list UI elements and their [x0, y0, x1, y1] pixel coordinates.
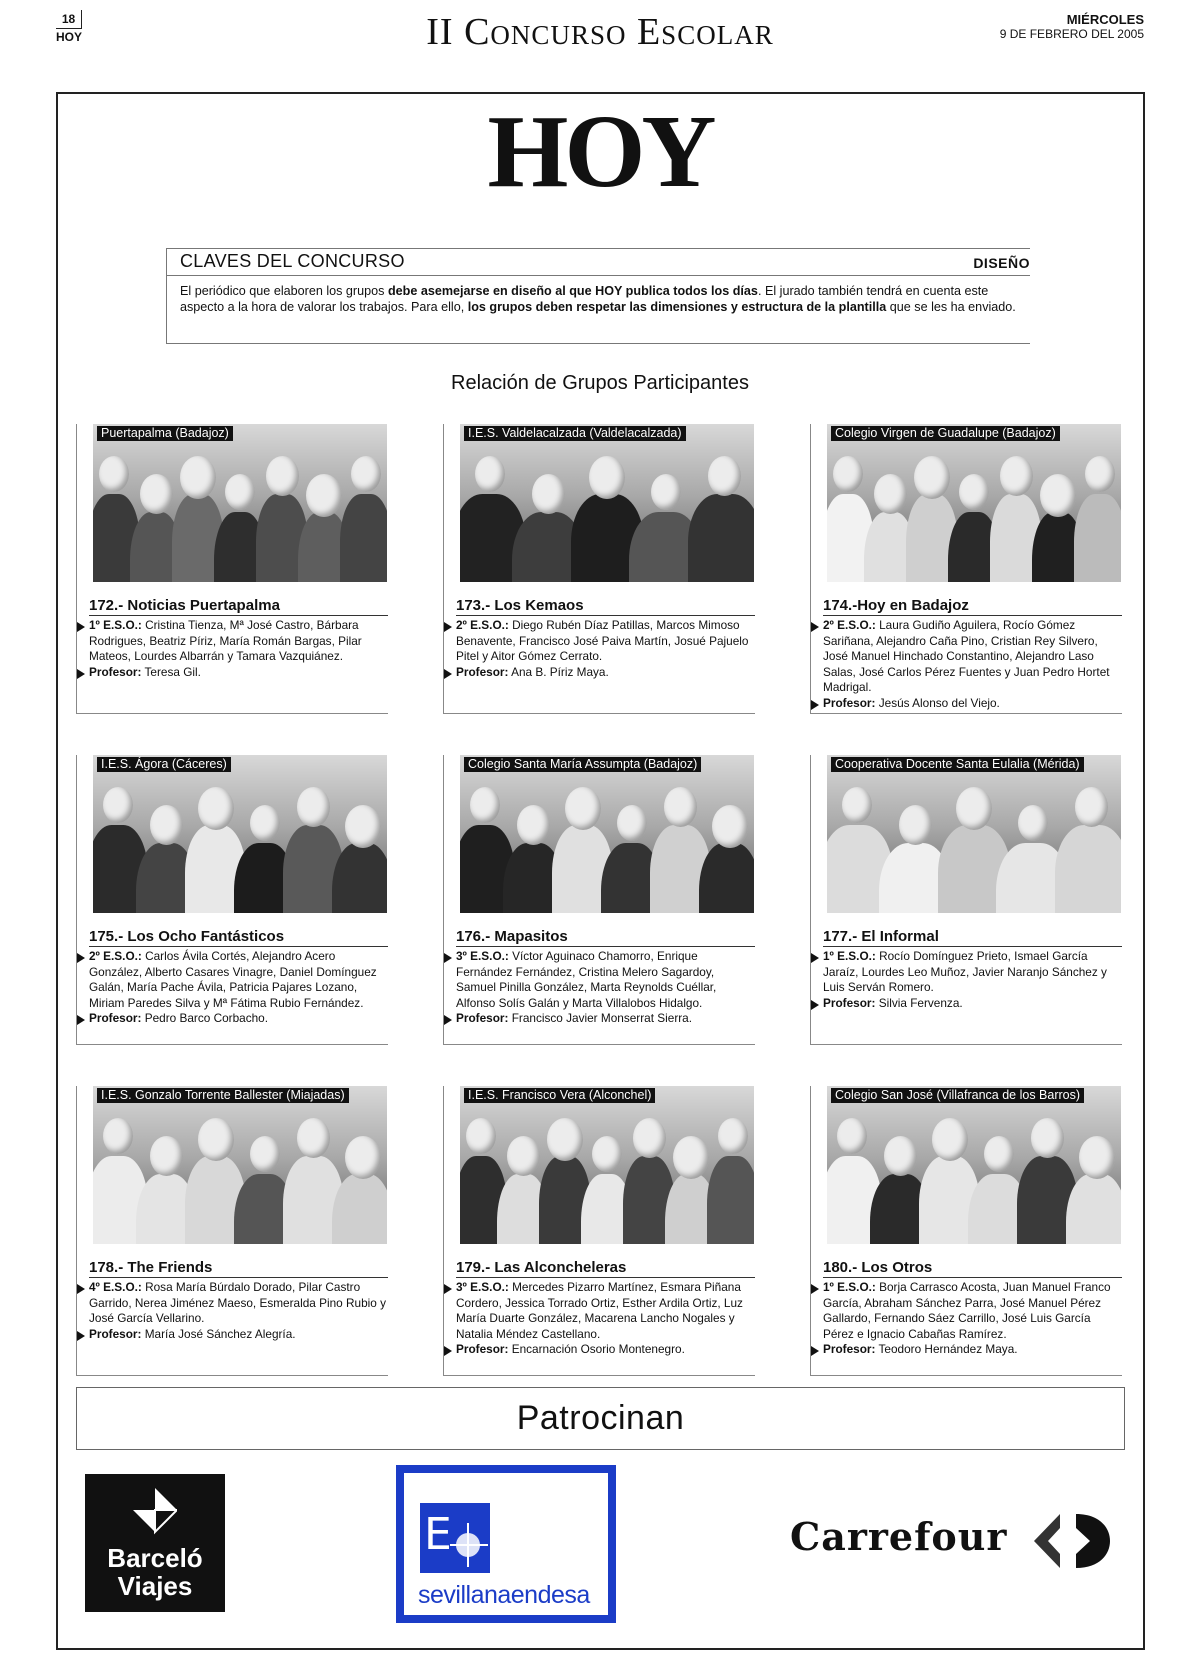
group-member-names: Rocío Domínguez Prieto, Ismael García Jaraíz, Lourdes Leo Muñoz, Javier Naranjo Sánchez y Luis Serván Romero.	[823, 949, 1107, 995]
person-head	[837, 1118, 867, 1154]
group-title-rule	[89, 1277, 388, 1278]
claves-text-part: que se les ha enviado.	[886, 300, 1016, 314]
group-teacher	[456, 665, 754, 681]
group-teacher	[89, 665, 387, 681]
person-head	[592, 1136, 622, 1172]
group-members	[823, 1280, 1121, 1342]
sevillana-word: sevillana	[418, 1581, 511, 1609]
arrow-right-icon	[811, 953, 819, 963]
teacher-name: Francisco Javier Monserrat Sierra.	[508, 1011, 693, 1026]
group-title-rule	[456, 946, 755, 947]
group-title-rule	[823, 615, 1122, 616]
header-day: MIÉRCOLES	[1066, 12, 1144, 27]
teacher-label: Profesor:	[89, 1326, 142, 1341]
page-number: 18	[56, 10, 82, 29]
barcelo-word: Barceló	[107, 1543, 203, 1573]
arrow-right-icon	[811, 622, 819, 632]
group-course: 4º E.S.O.:	[89, 1280, 142, 1294]
person-head	[99, 456, 129, 492]
person-head	[345, 1136, 381, 1179]
claves-title: CLAVES DEL CONCURSO	[180, 251, 405, 271]
person-head	[297, 1118, 330, 1158]
arrow-right-icon	[444, 1015, 452, 1025]
svg-text:E: E	[424, 1509, 452, 1560]
claves-text-bold: debe asemejarse en diseño al que HOY publica todos los días	[387, 284, 758, 298]
person-head	[297, 787, 330, 827]
person-head	[1018, 805, 1048, 841]
teacher-label: Profesor:	[89, 664, 142, 679]
group-course: 1º E.S.O.:	[823, 949, 876, 963]
endesa-word: endesa	[510, 1581, 590, 1609]
claves-tag: DISEÑO	[973, 255, 1030, 271]
group-course: 2º E.S.O.:	[89, 949, 142, 963]
person-head	[617, 805, 647, 841]
person-head	[708, 456, 741, 496]
person-figure	[707, 1156, 754, 1244]
group-members	[89, 949, 387, 1011]
carrefour-logo-icon	[1030, 1510, 1112, 1572]
person-head	[466, 1118, 496, 1154]
person-head	[266, 456, 299, 496]
group-teacher	[823, 696, 1121, 712]
group-card	[443, 1086, 755, 1376]
person-head	[1075, 787, 1108, 827]
group-photo	[460, 424, 754, 582]
group-location-label: Colegio San José (Villafranca de los Barros)	[831, 1088, 1084, 1103]
person-head	[959, 474, 989, 510]
group-teacher	[456, 1011, 754, 1027]
person-head	[306, 474, 342, 517]
arrow-right-icon	[444, 1346, 452, 1356]
group-photo	[460, 1086, 754, 1244]
arrow-right-icon	[77, 1284, 85, 1294]
group-members	[89, 618, 387, 665]
group-card	[76, 424, 388, 714]
person-head	[198, 787, 234, 830]
group-title-rule	[456, 615, 755, 616]
group-photo	[827, 424, 1121, 582]
group-card	[810, 1086, 1122, 1376]
person-head	[345, 805, 381, 848]
teacher-name: Encarnación Osorio Montenegro.	[508, 1342, 685, 1357]
claves-text	[180, 283, 1020, 315]
group-members	[456, 618, 754, 665]
group-location-label: I.E.S. Valdelacalzada (Valdelacalzada)	[464, 426, 686, 441]
person-figure	[699, 843, 754, 913]
group-location-label: I.E.S. Francisco Vera (Alconchel)	[464, 1088, 655, 1103]
person-head	[956, 787, 992, 830]
teacher-label: Profesor:	[823, 695, 876, 710]
claves-text-bold: los grupos deben respetar las dimensiones y estructura de la plantilla	[467, 300, 887, 314]
group-title-rule	[89, 615, 388, 616]
person-head	[517, 805, 550, 845]
group-teacher	[89, 1327, 387, 1343]
viajes-word: Viajes	[117, 1571, 193, 1601]
person-figure	[1074, 494, 1121, 582]
group-photo	[827, 1086, 1121, 1244]
person-head	[664, 787, 697, 827]
group-members	[456, 949, 754, 1011]
group-member-names: Mercedes Pizarro Martínez, Esmara Piñana Cordero, Jessica Torrado Ortiz, Esther Ardila Ortiz, Luz María Duarte González, Macarena Lancho Nogales y Natalia Méndez Castellano.	[456, 1280, 743, 1341]
teacher-label: Profesor:	[456, 1342, 509, 1357]
group-members-text	[823, 1280, 1121, 1358]
teacher-name: Silvia Fervenza.	[875, 995, 963, 1010]
group-members	[456, 1280, 754, 1342]
person-head	[103, 1118, 133, 1154]
person-head	[225, 474, 255, 510]
person-head	[633, 1118, 666, 1158]
sevillana-inner	[404, 1473, 608, 1615]
teacher-name: Pedro Barco Corbacho.	[141, 1011, 269, 1026]
person-head	[673, 1136, 709, 1179]
person-head	[532, 474, 565, 514]
person-head	[150, 805, 183, 845]
group-card	[810, 424, 1122, 714]
group-card	[76, 1086, 388, 1376]
person-head	[470, 787, 500, 823]
group-course: 1º E.S.O.:	[89, 618, 142, 632]
group-member-names: Borja Carrasco Acosta, Juan Manuel Franco García, Abraham Sánchez Parra, José Manuel Pérez Gallardo, Fernando Sáez Carrillo, José Luis García Pérez e Ignacio Cabañas Ramírez.	[823, 1280, 1111, 1341]
paper-name: HOY	[56, 30, 83, 44]
group-members-text	[823, 618, 1121, 712]
person-head	[198, 1118, 234, 1161]
teacher-label: Profesor:	[823, 995, 876, 1010]
sevillana-endesa-word	[418, 1581, 590, 1610]
group-members-text	[456, 949, 754, 1027]
teacher-label: Profesor:	[89, 1011, 142, 1026]
person-figure	[688, 494, 754, 582]
person-head	[250, 805, 280, 841]
person-head	[884, 1136, 917, 1176]
person-head	[899, 805, 932, 845]
group-title: 172.- Noticias Puertapalma	[89, 597, 280, 614]
group-members-text	[823, 949, 1121, 1011]
arrow-right-icon	[77, 622, 85, 632]
group-members	[823, 949, 1121, 996]
arrow-right-icon	[77, 1331, 85, 1341]
person-head	[932, 1118, 968, 1161]
person-head	[150, 1136, 183, 1176]
person-figure	[332, 843, 387, 913]
group-location-label: Puertapalma (Badajoz)	[97, 426, 233, 441]
person-head	[1079, 1136, 1115, 1179]
group-members	[823, 618, 1121, 696]
person-head	[914, 456, 950, 499]
teacher-label: Profesor:	[823, 1342, 876, 1357]
hoy-logo: HOY	[487, 94, 713, 209]
group-location-label: Colegio Virgen de Guadalupe (Badajoz)	[831, 426, 1060, 441]
group-course: 2º E.S.O.:	[456, 618, 509, 632]
person-head	[103, 787, 133, 823]
person-head	[842, 787, 872, 823]
group-member-names: Carlos Ávila Cortés, Alejandro Acero González, Alberto Casares Vinagre, Daniel Domínguez Galán, María Pache Ávila, Patricia Pajares Lozano, Miriam Paredes Silva y Mª Fátima Rubio Fernández.	[89, 949, 377, 1010]
group-photo	[460, 755, 754, 913]
group-member-names: Rosa María Búrdalo Dorado, Pilar Castro Garrido, Nerea Jiménez Maeso, Esmeralda Pino Rubio y José García Vellarino.	[89, 1280, 387, 1326]
header-date: 9 DE FEBRERO DEL 2005	[999, 27, 1144, 41]
arrow-right-icon	[77, 953, 85, 963]
person-head	[351, 456, 381, 492]
group-member-names: Diego Rubén Díaz Patillas, Marcos Mimoso Benavente, Francisco José Paiva Martín, Josué Pajuelo Pitel y Aitor Gómez Cerrato.	[456, 618, 749, 664]
group-members	[89, 1280, 387, 1327]
person-head	[874, 474, 907, 514]
arrow-right-icon	[811, 1000, 819, 1010]
person-figure	[1055, 825, 1121, 913]
group-title-rule	[823, 1277, 1122, 1278]
group-members-text	[89, 1280, 387, 1342]
group-members-text	[89, 618, 387, 680]
arrow-right-icon	[444, 1284, 452, 1294]
arrow-right-icon	[77, 669, 85, 679]
group-photo	[827, 755, 1121, 913]
claves-text-part: . El jurado también tendrá en cuenta este aspecto a la hora de valorar los trabajos. Para ello,	[180, 284, 989, 314]
sponsors-title: Patrocinan	[76, 1387, 1125, 1450]
group-member-names: Víctor Aguinaco Chamorro, Enrique Fernández Fernández, Cristina Melero Sagardoy, Samuel Pinilla González, Marta Reynolds Cuéllar, Alfonso Solís Galán y Marta Villalobos Hidalgo.	[456, 949, 717, 1010]
person-head	[507, 1136, 540, 1176]
teacher-name: Teresa Gil.	[141, 664, 201, 679]
claves-divider	[167, 275, 1030, 276]
group-member-names: Cristina Tienza, Mª José Castro, Bárbara Rodrigues, Beatriz Píriz, María Román Bargas, Pilar Mateos, Lourdes Albarrán y Tamara Vazquiánez.	[89, 618, 362, 664]
person-head	[833, 456, 863, 492]
group-location-label: Cooperativa Docente Santa Eulalia (Mérida)	[831, 757, 1084, 772]
barcelo-mark-icon	[133, 1488, 177, 1536]
person-head	[250, 1136, 280, 1172]
teacher-label: Profesor:	[456, 1011, 509, 1026]
group-card	[76, 755, 388, 1045]
endesa-e-icon	[420, 1503, 490, 1573]
barcelo-viajes-logo	[85, 1474, 225, 1612]
person-head	[547, 1118, 583, 1161]
person-head	[1040, 474, 1076, 517]
person-figure	[1066, 1174, 1121, 1244]
teacher-name: Jesús Alonso del Viejo.	[875, 695, 1000, 710]
group-title: 177.- El Informal	[823, 928, 939, 945]
group-location-label: I.E.S. Gonzalo Torrente Ballester (Miajadas)	[97, 1088, 349, 1103]
group-teacher	[456, 1342, 754, 1358]
group-members-text	[89, 949, 387, 1027]
carrefour-word: Carrefour	[790, 1514, 1008, 1559]
group-photo	[93, 424, 387, 582]
group-title: 178.- The Friends	[89, 1259, 213, 1276]
group-title: 175.- Los Ocho Fantásticos	[89, 928, 285, 945]
person-figure	[332, 1174, 387, 1244]
person-head	[565, 787, 601, 830]
group-location-label: Colegio Santa María Assumpta (Badajoz)	[464, 757, 701, 772]
person-head	[140, 474, 173, 514]
group-teacher	[823, 1342, 1121, 1358]
group-photo	[93, 755, 387, 913]
group-members-text	[456, 618, 754, 680]
group-title-rule	[456, 1277, 755, 1278]
group-member-names: Laura Gudiño Aguilera, Rocío Gómez Sariñana, Alejandro Caña Pino, Cristian Rey Silvero, José Manuel Hinchado Constantino, Alejandro Laso Salas, José Carlos Pérez Fuentes y Juan Pedro Hortet Madrigal.	[823, 618, 1110, 695]
person-head	[180, 456, 216, 499]
group-course: 3º E.S.O.:	[456, 949, 509, 963]
person-head	[718, 1118, 748, 1154]
person-head	[589, 456, 625, 499]
person-head	[712, 805, 748, 848]
group-card	[810, 755, 1122, 1045]
arrow-right-icon	[77, 1015, 85, 1025]
teacher-name: María José Sánchez Alegría.	[141, 1326, 296, 1341]
group-course: 1º E.S.O.:	[823, 1280, 876, 1294]
group-card	[443, 424, 755, 714]
group-course: 3º E.S.O.:	[456, 1280, 509, 1294]
person-head	[651, 474, 681, 510]
group-title: 180.- Los Otros	[823, 1259, 933, 1276]
teacher-name: Teodoro Hernández Maya.	[875, 1342, 1018, 1357]
group-title: 173.- Los Kemaos	[456, 597, 584, 614]
arrow-right-icon	[811, 1284, 819, 1294]
sevillana-endesa-logo	[396, 1465, 616, 1623]
teacher-name: Ana B. Píriz Maya.	[508, 664, 609, 679]
group-teacher	[823, 996, 1121, 1012]
group-members-text	[456, 1280, 754, 1358]
group-course: 2º E.S.O.:	[823, 618, 876, 632]
group-location-label: I.E.S. Ágora (Cáceres)	[97, 757, 231, 772]
person-head	[984, 1136, 1014, 1172]
arrow-right-icon	[811, 1346, 819, 1356]
person-head	[1000, 456, 1033, 496]
arrow-right-icon	[811, 700, 819, 710]
group-title-rule	[823, 946, 1122, 947]
arrow-right-icon	[444, 622, 452, 632]
person-head	[1085, 456, 1115, 492]
group-photo	[93, 1086, 387, 1244]
arrow-right-icon	[444, 953, 452, 963]
section-header-title: II Concurso Escolar	[426, 11, 774, 53]
arrow-right-icon	[444, 669, 452, 679]
group-teacher	[89, 1011, 387, 1027]
person-head	[475, 456, 505, 492]
group-title-rule	[89, 946, 388, 947]
group-card	[443, 755, 755, 1045]
group-title: 179.- Las Alconcheleras	[456, 1259, 627, 1276]
group-title: 176.- Mapasitos	[456, 928, 568, 945]
claves-text-part: El periódico que elaboren los grupos	[180, 284, 388, 298]
group-title: 174.-Hoy en Badajoz	[823, 597, 969, 614]
teacher-label: Profesor:	[456, 664, 509, 679]
section-title: Relación de Grupos Participantes	[451, 372, 749, 394]
person-head	[1031, 1118, 1064, 1158]
person-figure	[340, 494, 387, 582]
claves-box	[166, 248, 1030, 344]
